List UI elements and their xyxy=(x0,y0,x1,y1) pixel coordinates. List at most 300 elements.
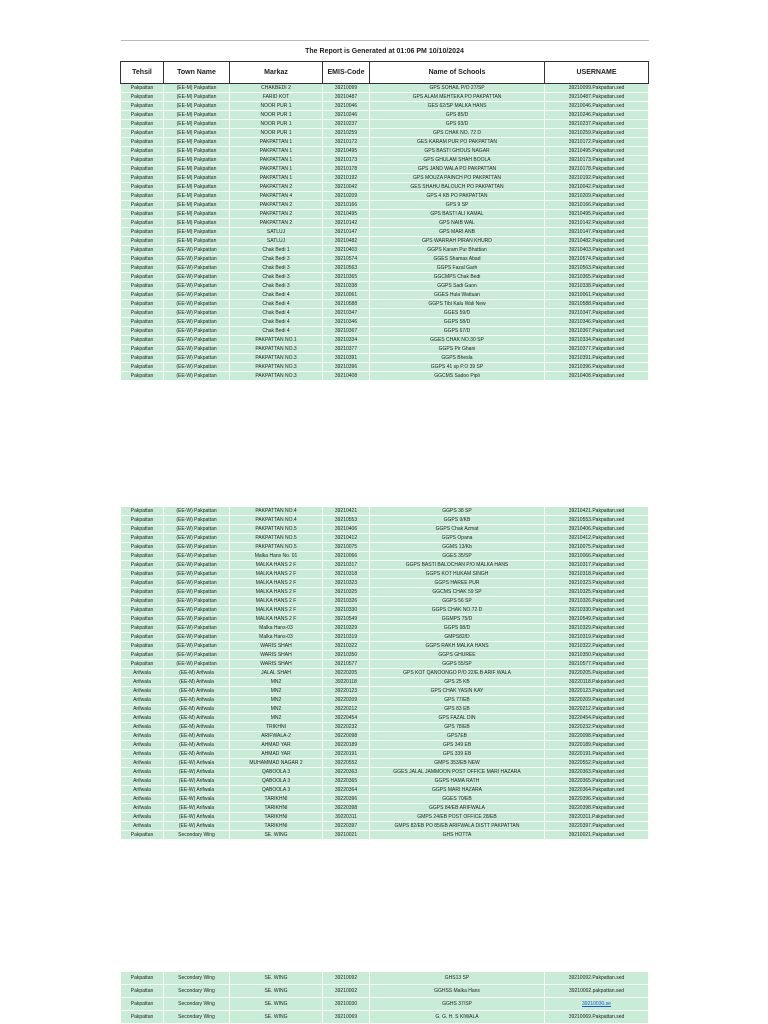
cell-username: 39210066.Pakpattan.sed xyxy=(545,552,649,561)
cell-school-name: GGPS Bhesla xyxy=(370,354,545,363)
cell-username: 39220363.Pakpattan.sed xyxy=(545,768,649,777)
cell-markaz: Chak Bedi 4 xyxy=(230,327,323,336)
cell-username: 39210099.Pakpattan.sed xyxy=(545,84,649,93)
cell-emis-code: 39210066 xyxy=(323,552,370,561)
cell-username: 39220232.Pakpattan.sed xyxy=(545,723,649,732)
cell-username: 39220397.Pakpattan.sed xyxy=(545,822,649,831)
cell-town-name: (EE-W) Pakpattan xyxy=(164,606,230,615)
cell-username: 39210147.Pakpattan.sed xyxy=(545,228,649,237)
table-row xyxy=(121,597,649,606)
cell-school-name: GES KARAM PUR PO PAKPATTAN xyxy=(370,138,545,147)
cell-tehsil: Arifwala xyxy=(121,804,164,813)
cell-tehsil: Pakpattan xyxy=(121,624,164,633)
cell-school-name: GMPS 82/EB PO 85/EB ARIFWALA DISTT PAKPATTAN xyxy=(370,822,545,831)
cell-tehsil: Pakpattan xyxy=(121,84,164,93)
cell-school-name: GPS 25 KB xyxy=(370,678,545,687)
table-row xyxy=(121,210,649,219)
cell-username: 39210323.Pakpattan.sed xyxy=(545,579,649,588)
cell-town-name: (EE-M) Arifwala xyxy=(164,714,230,723)
cell-username: 39210318.Pakpattan.sed xyxy=(545,570,649,579)
cell-tehsil: Arifwala xyxy=(121,705,164,714)
cell-emis-code: 39210002 xyxy=(323,985,370,998)
cell-tehsil: Pakpattan xyxy=(121,588,164,597)
cell-username: 39210246.Pakpattan.sed xyxy=(545,111,649,120)
table-row xyxy=(121,219,649,228)
cell-username: 39210237.Pakpattan.sed xyxy=(545,120,649,129)
cell-tehsil: Pakpattan xyxy=(121,282,164,291)
cell-school-name: GPS CHAK NO. 72 D xyxy=(370,129,545,138)
cell-town-name: (EE-W) Pakpattan xyxy=(164,309,230,318)
table-row xyxy=(121,786,649,795)
cell-school-name: GPS 339 EB xyxy=(370,750,545,759)
cell-emis-code: 39210329 xyxy=(323,624,370,633)
cell-school-name: GGES 59/D xyxy=(370,309,545,318)
cell-tehsil: Pakpattan xyxy=(121,300,164,309)
cell-town-name: (EE-W) Pakpattan xyxy=(164,525,230,534)
cell-town-name: (EE-W) Pakpattan xyxy=(164,516,230,525)
cell-emis-code: 39220209 xyxy=(323,696,370,705)
table-row xyxy=(121,165,649,174)
cell-username: 39210142.Pakpattan.sed xyxy=(545,219,649,228)
cell-town-name: (EE-M) Pakpattan xyxy=(164,237,230,246)
cell-school-name: GPS KOT QANOONGO P/O 22/E.B ARIF WALA xyxy=(370,669,545,678)
cell-username: 39210487.Pakpattan.sed xyxy=(545,93,649,102)
cell-markaz: MN2 xyxy=(230,696,323,705)
table-row xyxy=(121,768,649,777)
cell-school-name: GPS JAND WALA PO PAKPATTAN xyxy=(370,165,545,174)
table-row xyxy=(121,93,649,102)
cell-town-name: (EE-W) Pakpattan xyxy=(164,363,230,372)
cell-emis-code: 39220189 xyxy=(323,741,370,750)
cell-markaz: AHMAD YAR xyxy=(230,750,323,759)
cell-town-name: (EE-W) Arifwala xyxy=(164,777,230,786)
cell-markaz: TARIKHNI xyxy=(230,822,323,831)
cell-school-name: GGPS HAMA RATH xyxy=(370,777,545,786)
cell-emis-code: 39210391 xyxy=(323,354,370,363)
cell-username: 39210334.Pakpattan.sed xyxy=(545,336,649,345)
cell-tehsil: Arifwala xyxy=(121,768,164,777)
cell-emis-code: 39210577 xyxy=(323,660,370,669)
cell-town-name: (EE-M) Pakpattan xyxy=(164,111,230,120)
cell-username: 39220311.Pakpattan.sed xyxy=(545,813,649,822)
cell-school-name: GGPS 9/KB xyxy=(370,516,545,525)
cell-school-name: GPS MARI ANB xyxy=(370,228,545,237)
cell-markaz: MALKA HANS 2 F xyxy=(230,588,323,597)
cell-tehsil: Pakpattan xyxy=(121,156,164,165)
header-row xyxy=(121,62,649,84)
table-row xyxy=(121,723,649,732)
cell-tehsil: Arifwala xyxy=(121,687,164,696)
cell-tehsil: Arifwala xyxy=(121,777,164,786)
cell-school-name: GGCMS CHAK 59 SP xyxy=(370,588,545,597)
cell-username: 39210069.Pakpattan.sed xyxy=(545,1011,649,1024)
cell-emis-code: 39220454 xyxy=(323,714,370,723)
cell-emis-code: 39220205 xyxy=(323,669,370,678)
cell-tehsil: Pakpattan xyxy=(121,246,164,255)
cell-username: 39210021.Pakpattan.sed xyxy=(545,831,649,840)
table-row xyxy=(121,507,649,516)
table-row xyxy=(121,732,649,741)
table-row xyxy=(121,795,649,804)
cell-markaz: Chak Bedi 4 xyxy=(230,300,323,309)
cell-emis-code: 39210495 xyxy=(323,210,370,219)
cell-markaz: Chak Bedi 4 xyxy=(230,318,323,327)
cell-tehsil: Pakpattan xyxy=(121,174,164,183)
cell-tehsil: Pakpattan xyxy=(121,327,164,336)
cell-username: 39210412.Pakpattan.sed xyxy=(545,534,649,543)
cell-markaz: SE. WING xyxy=(230,998,323,1011)
cell-town-name: (EE-W) Pakpattan xyxy=(164,543,230,552)
cell-markaz: PAKPATTAN NO.4 xyxy=(230,507,323,516)
table-row xyxy=(121,183,649,192)
cell-town-name: (EE-W) Arifwala xyxy=(164,768,230,777)
table-row xyxy=(121,714,649,723)
cell-school-name: GES SHAHU BALOUCH PO PAKPATTAN xyxy=(370,183,545,192)
cell-emis-code: 39210421 xyxy=(323,507,370,516)
cell-school-name: GGMPS 75/D xyxy=(370,615,545,624)
cell-tehsil: Pakpattan xyxy=(121,255,164,264)
cell-town-name: (EE-M) Arifwala xyxy=(164,669,230,678)
cell-emis-code: 39210563 xyxy=(323,264,370,273)
cell-school-name: GGPS 84/EB ARIFWALA xyxy=(370,804,545,813)
table-row xyxy=(121,985,649,998)
table-row xyxy=(121,264,649,273)
table-row xyxy=(121,561,649,570)
table-row xyxy=(121,201,649,210)
cell-town-name: (EE-W) Pakpattan xyxy=(164,273,230,282)
cell-town-name: Secondary Wing xyxy=(164,985,230,998)
cell-markaz: MN2 xyxy=(230,714,323,723)
table-row xyxy=(121,147,649,156)
cell-town-name: (EE-W) Arifwala xyxy=(164,813,230,822)
cell-school-name: GGPS Tibi Kalu Wali New xyxy=(370,300,545,309)
cell-username: 39210391.Pakpattan.sed xyxy=(545,354,649,363)
cell-tehsil: Pakpattan xyxy=(121,129,164,138)
cell-username: 39210329.Pakpattan.sed xyxy=(545,624,649,633)
table-row xyxy=(121,525,649,534)
cell-markaz: TARIKHNI xyxy=(230,813,323,822)
table-row xyxy=(121,300,649,309)
cell-tehsil: Pakpattan xyxy=(121,264,164,273)
cell-town-name: (EE-M) Pakpattan xyxy=(164,147,230,156)
cell-emis-code: 39210173 xyxy=(323,156,370,165)
cell-town-name: (EE-W) Pakpattan xyxy=(164,291,230,300)
table-row xyxy=(121,138,649,147)
cell-emis-code: 39210317 xyxy=(323,561,370,570)
table-row xyxy=(121,660,649,669)
cell-emis-code: 39210142 xyxy=(323,219,370,228)
cell-emis-code: 39210412 xyxy=(323,534,370,543)
cell-markaz: PAKPATTAN 2 xyxy=(230,210,323,219)
cell-markaz: PAKPATTAN NO.3 xyxy=(230,345,323,354)
cell-username: 39210574.Pakpattan.sed xyxy=(545,255,649,264)
cell-tehsil: Pakpattan xyxy=(121,237,164,246)
cell-tehsil: Pakpattan xyxy=(121,318,164,327)
cell-tehsil: Pakpattan xyxy=(121,570,164,579)
cell-town-name: (EE-W) Pakpattan xyxy=(164,624,230,633)
table-row xyxy=(121,570,649,579)
cell-markaz: Malka Hans No. 01 xyxy=(230,552,323,561)
cell-username: 39210346.Pakpattan.sed xyxy=(545,318,649,327)
cell-emis-code: 39220364 xyxy=(323,786,370,795)
cell-markaz: SE. WING xyxy=(230,985,323,998)
report-page-1 xyxy=(120,40,648,381)
table-row xyxy=(121,111,649,120)
cell-markaz: PAKPATTAN NO.5 xyxy=(230,543,323,552)
cell-emis-code: 39220552 xyxy=(323,759,370,768)
cell-school-name: GMPS 24/EB POST OFFICE 28/EB xyxy=(370,813,545,822)
cell-markaz: Chak Bedi 1 xyxy=(230,246,323,255)
cell-tehsil: Pakpattan xyxy=(121,972,164,985)
cell-town-name: (EE-W) Pakpattan xyxy=(164,642,230,651)
cell-emis-code: 39210406 xyxy=(323,525,370,534)
cell-markaz: PAKPATTAN 1 xyxy=(230,174,323,183)
cell-emis-code: 39210099 xyxy=(323,84,370,93)
cell-markaz: PAKPATTAN NO.3 xyxy=(230,354,323,363)
cell-school-name: GGPS Chak Azmat xyxy=(370,525,545,534)
cell-markaz: MN2 xyxy=(230,678,323,687)
cell-school-name: GGPS Karam Pur Bhattian xyxy=(370,246,545,255)
cell-emis-code: 39210246 xyxy=(323,111,370,120)
cell-emis-code: 39210030 xyxy=(323,998,370,1011)
cell-emis-code: 39220365 xyxy=(323,777,370,786)
cell-town-name: (EE-W) Pakpattan xyxy=(164,282,230,291)
table-row xyxy=(121,255,649,264)
cell-markaz: NOOR PUR 1 xyxy=(230,111,323,120)
cell-emis-code: 39210326 xyxy=(323,597,370,606)
cell-town-name: (EE-M) Pakpattan xyxy=(164,183,230,192)
cell-tehsil: Pakpattan xyxy=(121,336,164,345)
cell-tehsil: Arifwala xyxy=(121,750,164,759)
cell-emis-code: 39220397 xyxy=(323,822,370,831)
cell-username: 39220398.Pakpattan.sed xyxy=(545,804,649,813)
cell-school-name: GGPS Sadi Gaon xyxy=(370,282,545,291)
col-header-username: USERNAME xyxy=(545,62,649,84)
cell-town-name: (EE-W) Pakpattan xyxy=(164,318,230,327)
table-row xyxy=(121,606,649,615)
table-row xyxy=(121,579,649,588)
cell-markaz: PAKPATTAN NO.1 xyxy=(230,336,323,345)
cell-markaz: MALKA HANS 2 F xyxy=(230,597,323,606)
cell-town-name: Secondary Wing xyxy=(164,831,230,840)
cell-school-name: GGPS HAREE PUR xyxy=(370,579,545,588)
table-row xyxy=(121,696,649,705)
cell-markaz: SE. WING xyxy=(230,1011,323,1024)
cell-school-name: GGPS RAKH MALKA HANS xyxy=(370,642,545,651)
cell-username: 39220212.Pakpattan.sed xyxy=(545,705,649,714)
table-row xyxy=(121,669,649,678)
col-header-school-name: Name of Schools xyxy=(370,62,545,84)
cell-school-name: GHS HOTTA xyxy=(370,831,545,840)
cell-emis-code: 39210042 xyxy=(323,183,370,192)
cell-emis-code: 39210588 xyxy=(323,300,370,309)
cell-town-name: (EE-M) Pakpattan xyxy=(164,174,230,183)
cell-town-name: (EE-W) Pakpattan xyxy=(164,327,230,336)
table-body-1 xyxy=(121,84,649,381)
cell-school-name: GPS BASTI GHOUS NAGAR xyxy=(370,147,545,156)
cell-emis-code: 39210553 xyxy=(323,516,370,525)
cell-school-name: GES 62/SP MALKA HANS xyxy=(370,102,545,111)
cell-school-name: GPS 4 KB PO PAKPATTAN xyxy=(370,192,545,201)
cell-town-name: (EE-M) Pakpattan xyxy=(164,228,230,237)
report-page-3 xyxy=(120,971,648,1024)
cell-username: 39220189.Pakpattan.sed xyxy=(545,741,649,750)
table-row xyxy=(121,543,649,552)
cell-town-name: (EE-W) Arifwala xyxy=(164,759,230,768)
cell-school-name: GGPS Pir Ghani xyxy=(370,345,545,354)
cell-town-name: (EE-M) Pakpattan xyxy=(164,84,230,93)
table-row xyxy=(121,291,649,300)
cell-markaz: PAKPATTAN NO.5 xyxy=(230,534,323,543)
cell-school-name: GGPS 41 sp P.O 39 SP xyxy=(370,363,545,372)
cell-username: 39210338.Pakpattan.sed xyxy=(545,282,649,291)
cell-username: 39210367.Pakpattan.sed xyxy=(545,327,649,336)
cell-markaz: SE. WING xyxy=(230,972,323,985)
cell-tehsil: Pakpattan xyxy=(121,372,164,381)
table-row xyxy=(121,642,649,651)
cell-emis-code: 39210495 xyxy=(323,147,370,156)
table-row xyxy=(121,741,649,750)
cell-emis-code: 39210192 xyxy=(323,174,370,183)
cell-emis-code: 39210325 xyxy=(323,588,370,597)
cell-tehsil: Arifwala xyxy=(121,741,164,750)
cell-school-name: GGHS 37/SP xyxy=(370,998,545,1011)
cell-markaz: Chak Bedi 3 xyxy=(230,255,323,264)
cell-tehsil: Arifwala xyxy=(121,786,164,795)
cell-school-name: GPS 349 EB xyxy=(370,741,545,750)
table-row xyxy=(121,174,649,183)
cell-town-name: (EE-W) Arifwala xyxy=(164,786,230,795)
cell-username: 39210347.Pakpattan.sed xyxy=(545,309,649,318)
cell-town-name: (EE-W) Pakpattan xyxy=(164,255,230,264)
table-body-2 xyxy=(121,507,649,840)
cell-tehsil: Pakpattan xyxy=(121,633,164,642)
table-row xyxy=(121,363,649,372)
cell-tehsil: Pakpattan xyxy=(121,102,164,111)
cell-town-name: (EE-W) Pakpattan xyxy=(164,633,230,642)
cell-markaz: MALKA HANS 2 F xyxy=(230,615,323,624)
cell-username: 39220098.Pakpattan.sed xyxy=(545,732,649,741)
cell-markaz: TARIKHNI xyxy=(230,804,323,813)
cell-tehsil: Pakpattan xyxy=(121,111,164,120)
cell-tehsil: Pakpattan xyxy=(121,642,164,651)
table-row xyxy=(121,534,649,543)
cell-tehsil: Pakpattan xyxy=(121,606,164,615)
cell-markaz: PAKPATTAN NO.5 xyxy=(230,525,323,534)
cell-town-name: (EE-M) Pakpattan xyxy=(164,120,230,129)
cell-school-name: GGPS 58/D xyxy=(370,318,545,327)
table-row xyxy=(121,336,649,345)
cell-tehsil: Pakpattan xyxy=(121,273,164,282)
cell-emis-code: 39210021 xyxy=(323,831,370,840)
cell-school-name: GGPS 67/D xyxy=(370,327,545,336)
cell-town-name: (EE-W) Pakpattan xyxy=(164,300,230,309)
cell-town-name: (EE-W) Pakpattan xyxy=(164,597,230,606)
cell-markaz: WARIS SHAH xyxy=(230,660,323,669)
cell-tehsil: Pakpattan xyxy=(121,192,164,201)
cell-town-name: (EE-M) Pakpattan xyxy=(164,165,230,174)
col-header-markaz: Markaz xyxy=(230,62,323,84)
cell-town-name: (EE-W) Pakpattan xyxy=(164,354,230,363)
table-row xyxy=(121,804,649,813)
cell-tehsil: Pakpattan xyxy=(121,985,164,998)
cell-tehsil: Pakpattan xyxy=(121,183,164,192)
cell-username: 39210046.Pakpattan.sed xyxy=(545,102,649,111)
cell-town-name: (EE-W) Pakpattan xyxy=(164,336,230,345)
cell-school-name: GPS 83 EB xyxy=(370,705,545,714)
cell-town-name: (EE-M) Pakpattan xyxy=(164,156,230,165)
cell-tehsil: Pakpattan xyxy=(121,543,164,552)
cell-markaz: NOOR PUR 1 xyxy=(230,102,323,111)
table-row xyxy=(121,273,649,282)
cell-town-name: (EE-M) Pakpattan xyxy=(164,93,230,102)
cell-markaz: Chak Bedi 3 xyxy=(230,282,323,291)
cell-town-name: (EE-W) Pakpattan xyxy=(164,651,230,660)
table-row xyxy=(121,309,649,318)
cell-username: 39220454.Pakpattan.sed xyxy=(545,714,649,723)
cell-markaz: PAKPATTAN 1 xyxy=(230,165,323,174)
cell-emis-code: 39210365 xyxy=(323,273,370,282)
cell-emis-code: 39210403 xyxy=(323,246,370,255)
cell-school-name: GGES JALAL JAMMOON POST OFFICE MARI HAZARA xyxy=(370,768,545,777)
cell-markaz: PAKPATTAN 2 xyxy=(230,219,323,228)
cell-town-name: (EE-W) Pakpattan xyxy=(164,372,230,381)
cell-tehsil: Arifwala xyxy=(121,696,164,705)
cell-school-name: GPS MOUZA PAINCH PO PAKPATTAN xyxy=(370,174,545,183)
cell-markaz: MN2 xyxy=(230,705,323,714)
cell-username: 39210330.Pakpattan.sed xyxy=(545,606,649,615)
table-row xyxy=(121,972,649,985)
cell-username: 39210002.pakpattan.sed xyxy=(545,985,649,998)
cell-emis-code: 39210322 xyxy=(323,642,370,651)
cell-school-name: GGPS 55/SP xyxy=(370,660,545,669)
table-row xyxy=(121,831,649,840)
cell-school-name: GGMS 13/Kb xyxy=(370,543,545,552)
cell-emis-code: 39220191 xyxy=(323,750,370,759)
cell-emis-code: 39220212 xyxy=(323,705,370,714)
cell-school-name: GPS7EB xyxy=(370,732,545,741)
cell-markaz: AHMAD YAR xyxy=(230,741,323,750)
cell-town-name: (EE-W) Pakpattan xyxy=(164,507,230,516)
cell-username: 39210166.Pakpattan.sed xyxy=(545,201,649,210)
cell-markaz: TRIKHNI xyxy=(230,723,323,732)
cell-town-name: (EE-W) Pakpattan xyxy=(164,561,230,570)
cell-username: 39210553.Pakpattan.sed xyxy=(545,516,649,525)
cell-emis-code: 39220232 xyxy=(323,723,370,732)
username-link[interactable]: 39210030.se xyxy=(545,998,649,1011)
cell-tehsil: Arifwala xyxy=(121,714,164,723)
cell-town-name: (EE-M) Pakpattan xyxy=(164,219,230,228)
cell-town-name: (EE-W) Pakpattan xyxy=(164,660,230,669)
cell-username: 39210403.Pakpattan.sed xyxy=(545,246,649,255)
cell-tehsil: Pakpattan xyxy=(121,363,164,372)
cell-markaz: JALAL SHAH xyxy=(230,669,323,678)
cell-emis-code: 39210259 xyxy=(323,129,370,138)
cell-school-name: GGPS BASTI BALOCHAN P/O MALKA HANS xyxy=(370,561,545,570)
cell-markaz: MN2 xyxy=(230,687,323,696)
cell-username: 39210061.Pakpattan.sed xyxy=(545,291,649,300)
table-body-3 xyxy=(121,972,649,1024)
cell-emis-code: 39210330 xyxy=(323,606,370,615)
cell-town-name: (EE-W) Pakpattan xyxy=(164,264,230,273)
cell-markaz: PAKPATTAN 2 xyxy=(230,201,323,210)
cell-town-name: (EE-M) Arifwala xyxy=(164,696,230,705)
cell-emis-code: 39210350 xyxy=(323,651,370,660)
cell-tehsil: Arifwala xyxy=(121,795,164,804)
cell-markaz: SATLUJ xyxy=(230,228,323,237)
cell-town-name: (EE-W) Pakpattan xyxy=(164,588,230,597)
cell-username: 39210365.Pakpattan.sed xyxy=(545,273,649,282)
